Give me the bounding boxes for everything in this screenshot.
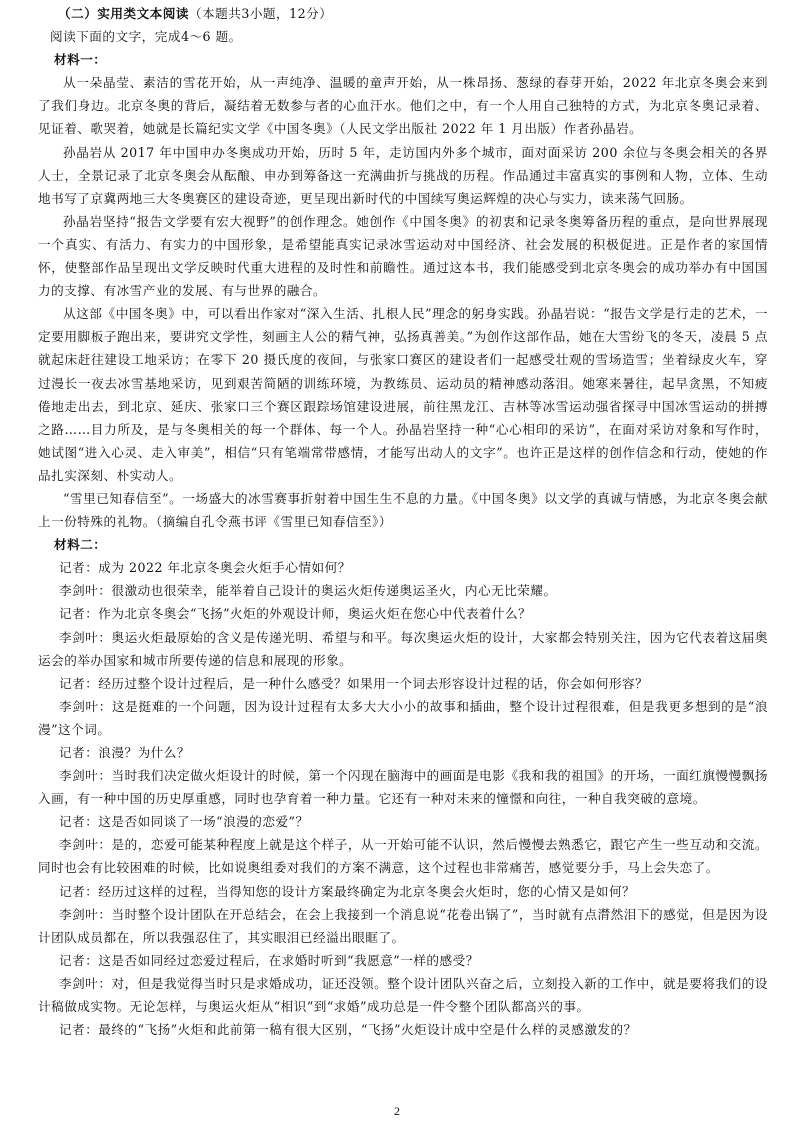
interview-line: 记者：这是否如同谈了一场“浪漫的恋爱”？ xyxy=(59,814,309,830)
material-one-label: 材料一： xyxy=(54,52,107,68)
section-note: （本题共3小题，12分） xyxy=(188,6,333,21)
section-heading xyxy=(38,2,768,25)
page-content xyxy=(38,2,768,1041)
page-number: 2 xyxy=(394,1104,400,1118)
reading-instruction: 阅读下面的文字，完成4～6 题。 xyxy=(50,29,242,45)
interview-line: 李剑叶：当时我们决定做火炬设计的时候，第一个闪现在脑海中的画面是电影《我和我的祖国》的开场，一面红旗慢慢飘扬入画，有一种中国的历史厚重感，同时也孕育着一种力量。它还有一种对未来的憧憬和向往，一种自我突破的意境。 xyxy=(38,768,768,807)
material-one-paragraph: 从这部《中国冬奥》中，可以看出作家对“深入生活、扎根人民”理念的躬身实践。孙晶岩说：“报告文学是行走的艺术，一定要用脚板子跑出来，要讲究文学性，刻画主人公的精气神，弘扬真善美。”为创作这部作品，她在大雪纷飞的冬天，凌晨 5 点就起床赶往建设工地采访；在零下 20 摄氏度的夜间，与张家口赛区的建设者们一起感受壮观的雪场造雪；坐着绿皮火车，穿过漫长一夜去冰雪基地采访，见到艰苦简陋的训练环境，为教练员、运动员的精神感动落泪。她寒来暑往，起早贪黑，不知疲倦地走出去，到北京、延庆、张家口三个赛区跟踪场馆建设进展，前往黑龙江、吉林等冰雪运动强省探寻中国冰雪运动的拼搏之路……目力所及，是与冬奥相关的每一个群体、每一个人。孙晶岩坚持一种“心心相印的采访”，在面对采访对象和写作时，她试图“进入心灵、走入审美”，相信“只有笔端常带感情，才能写出动人的文字”。也许正是这样的创作信念和行动，使她的作品扎实深刻、朴实动人。 xyxy=(38,306,768,483)
material-one-paragraph: 从一朵晶莹、素洁的雪花开始，从一声纯净、温暖的童声开始，从一株昂扬、葱绿的春芽开始，2022 年北京冬奥会来到了我们身边。北京冬奥的背后，凝结着无数参与者的心血汗水。他们之中，有一个人用自己独特的方式，为北京冬奥记录着、见证着、歌哭着，她就是长篇纪实文学《中国冬奥》（人民文学出版社 2022 年 1 月出版）作者孙晶岩。 xyxy=(38,75,768,137)
interview-line: 记者：成为 2022 年北京冬奥会火炬手心情如何？ xyxy=(59,560,351,576)
interview-line: 记者：作为北京冬奥会“飞扬”火炬的外观设计师，奥运火炬在您心中代表着什么？ xyxy=(59,606,532,622)
interview-line: 记者：这是否如同经过恋爱过程后，在求婚时听到“我愿意”一样的感受？ xyxy=(59,952,479,968)
interview-line: 记者：经历过整个设计过程后，是一种什么感受？如果用一个词去形容设计过程的话，你会如何形容？ xyxy=(59,675,649,691)
interview-line: 记者：最终的“飞扬”火炬和此前第一稿有很大区别，“飞扬”火炬设计成中空是什么样的灵感激发的？ xyxy=(59,1022,637,1038)
material-one-paragraph: 孙晶岩从 2017 年中国申办冬奥成功开始，历时 5 年，走访国内外多个城市，面对面采访 200 余位与冬奥会相关的各界人士，全景记录了北京冬奥会从酝酿、申办到筹备这一充满曲折与挑战的历程。作品通过丰富真实的事例和人物，立体、生动地书写了京冀两地三大冬奥赛区的建设奇迹，更呈现出新时代的中国续写奥运辉煌的决心与实力，读来荡气回肠。 xyxy=(38,144,768,206)
material-one-paragraph: 孙晶岩坚持“报告文学要有宏大视野”的创作理念。她创作《中国冬奥》的初衷和记录冬奥筹备历程的重点，是向世界展现一个真实、有活力、有实力的中国形象，是希望能真实记录冰雪运动对中国经济、社会发展的积极促进。正是作者的家国情怀，使整部作品呈现出文学反映时代重大进程的及时性和前瞻性。通过这本书，我们能感受到北京冬奥会的成功举办有中国国力的支撑、有冰雪产业的发展、有与世界的融合。 xyxy=(38,213,768,299)
section-title: （二）实用类文本阅读 xyxy=(58,6,189,21)
interview-line: 记者：经历过这样的过程，当得知您的设计方案最终确定为北京冬奥会火炬时，您的心情又是如何？ xyxy=(59,883,636,899)
interview-line: 李剑叶：这是挺难的一个问题，因为设计过程有太多大大小小的故事和插曲，整个设计过程很难，但是我更多想到的是“浪漫”这个词。 xyxy=(38,698,768,737)
interview-line: 李剑叶：奥运火炬最原始的含义是传递光明、希望与和平。每次奥运火炬的设计，大家都会特别关注，因为它代表着这届奥运会的举办国家和城市所要传递的信息和展现的形象。 xyxy=(38,629,768,668)
interview-line: 李剑叶：对，但是我觉得当时只是求婚成功，证还没领。整个设计团队兴奋之后，立刻投入新的工作中，就是要将我们的设计稿做成实物。无论怎样，与奥运火炬从“相识”到“求婚”成功总是一件令整个团队都高兴的事。 xyxy=(38,975,768,1015)
interview-line: 记者：浪漫？为什么？ xyxy=(59,745,190,760)
material-two-label: 材料二： xyxy=(54,537,107,553)
interview-line: 李剑叶：当时整个设计团队在开总结会，在会上我接到一个消息说“花卷出锅了”，当时就有点潸然泪下的感觉，但是因为设计团队成员都在，所以我强忍住了，其实眼泪已经溢出眼眶了。 xyxy=(38,906,768,945)
interview-line: 李剑叶：是的，恋爱可能某种程度上就是这个样子，从一开始可能不认识，然后慢慢去熟悉它，跟它产生一些互动和交流。同时也会有比较困难的时候，比如说奥组委对我们的方案不满意，这个过程也非常痛苦，感觉要分手，马上会失恋了。 xyxy=(38,837,768,876)
material-one-paragraph: “雪里已知春信至”。一场盛大的冰雪赛事折射着中国生生不息的力量。《中国冬奥》以文学的真诚与情感，为北京冬奥会献上一份特殊的礼物。（摘编自孔令燕书评《雪里已知春信至》） xyxy=(38,490,768,530)
interview-line: 李剑叶：很激动也很荣幸，能举着自己设计的奥运火炬传递奥运圣火，内心无比荣耀。 xyxy=(59,583,557,599)
